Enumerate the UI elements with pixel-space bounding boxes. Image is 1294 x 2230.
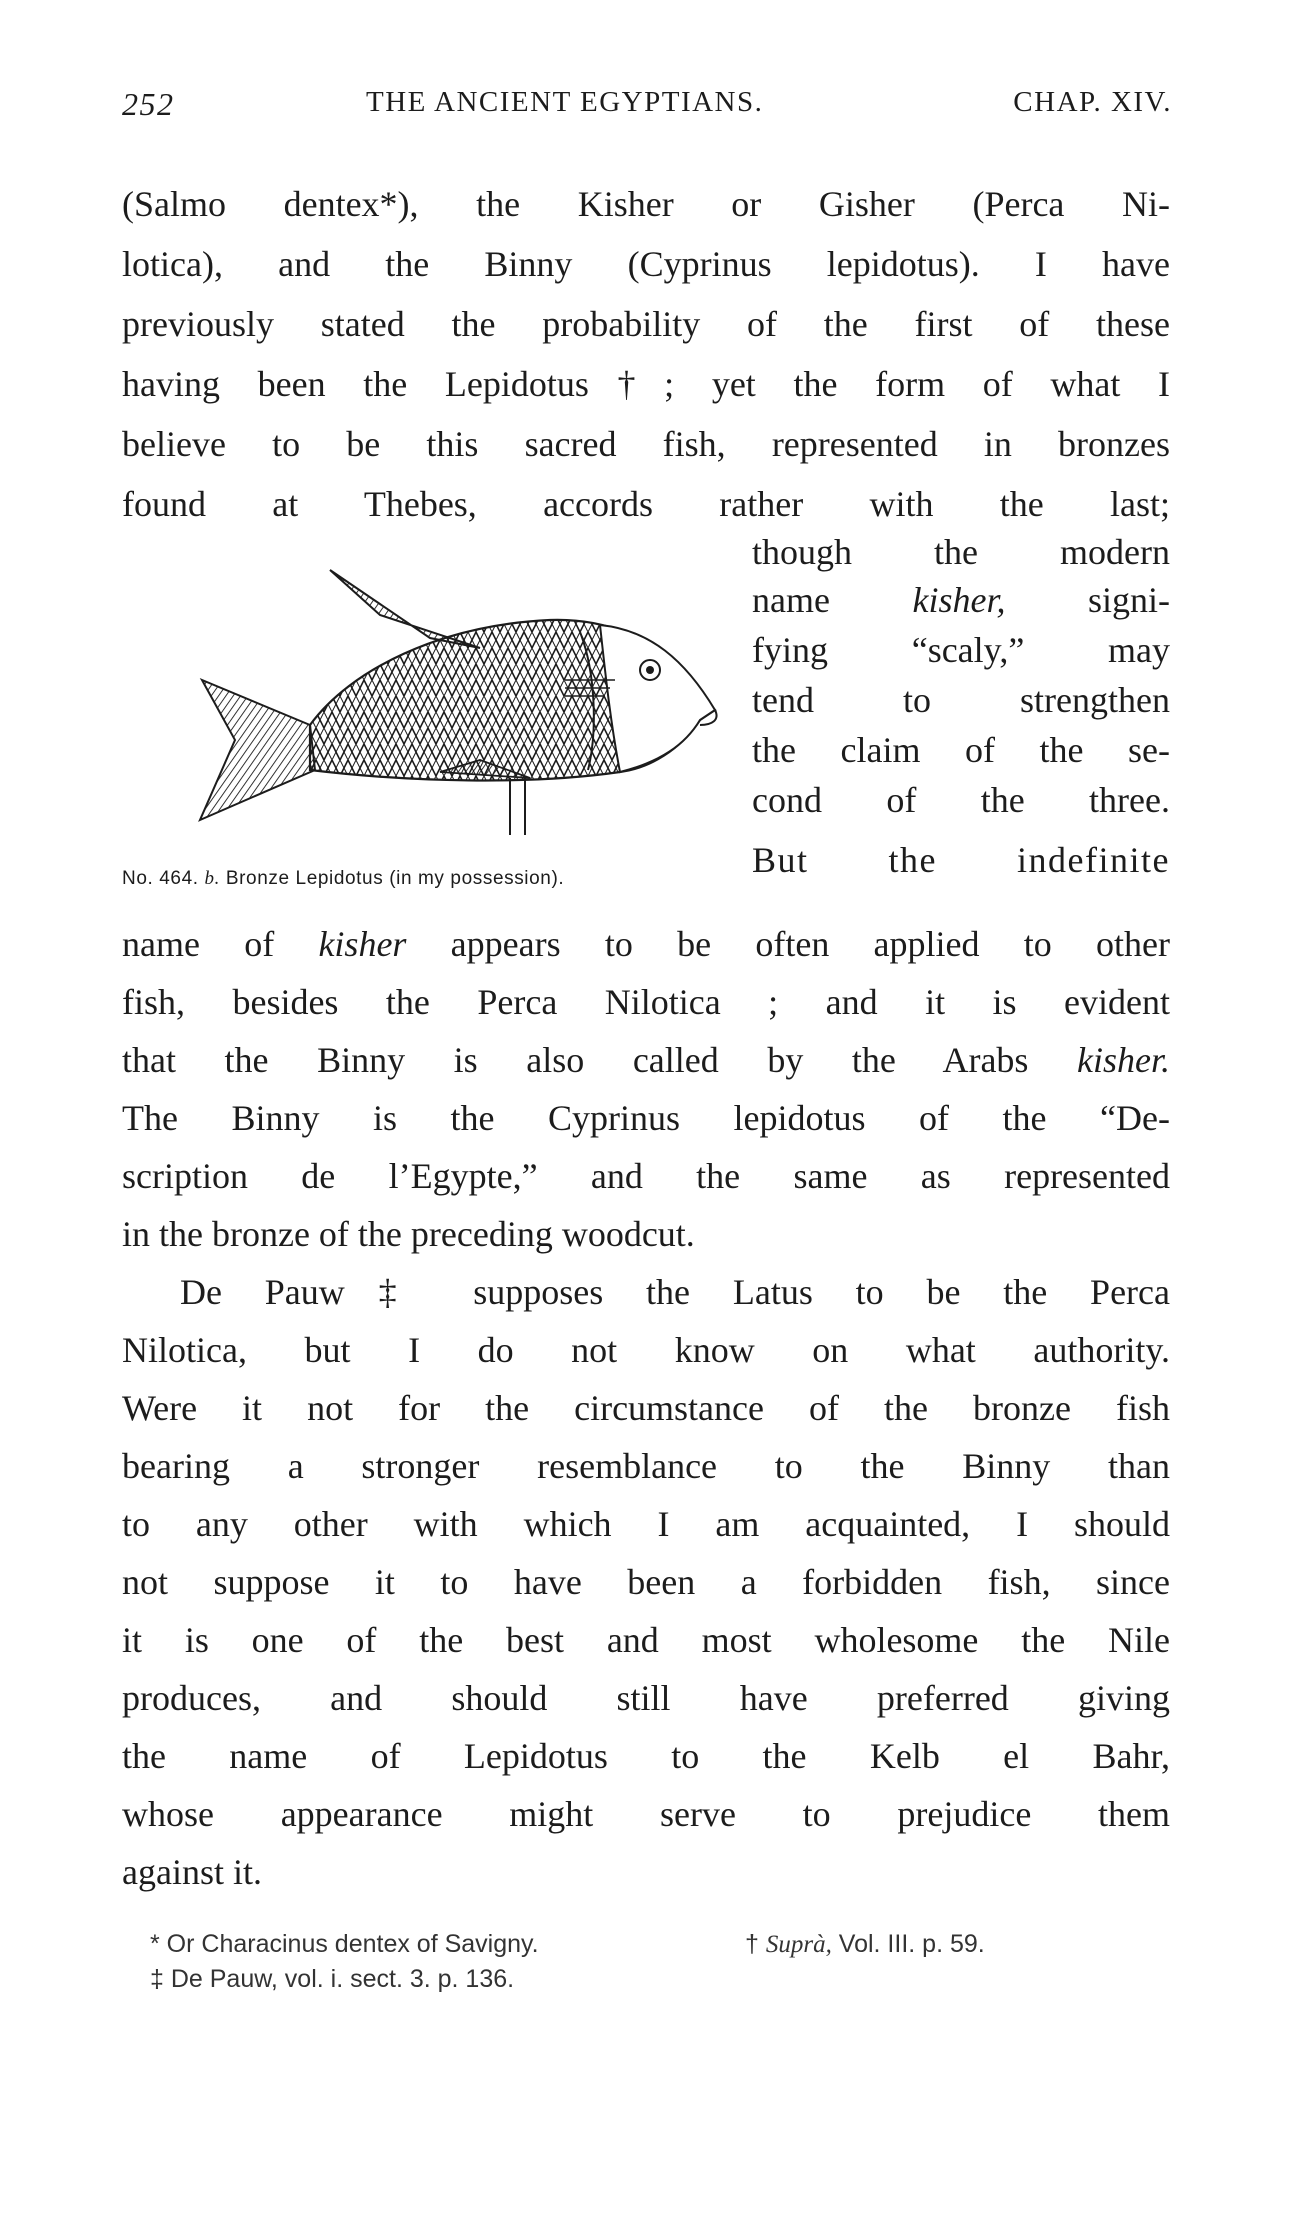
- text-line: it is one of the best and most wholesome the Nile: [122, 1620, 1170, 1660]
- text-line: found at Thebes, accords rather with the last;: [122, 484, 1170, 524]
- text-line: previously stated the probability of the first of these: [122, 304, 1170, 344]
- text-line: to any other with which I am acquainted, I should: [122, 1504, 1170, 1544]
- text-line: name of kisher appears to be often applied to other: [122, 924, 1170, 964]
- text-line: The Binny is the Cyprinus lepidotus of the “De-: [122, 1098, 1170, 1138]
- text-line: produces, and should still have preferred giving: [122, 1678, 1170, 1718]
- text-line: tend to strengthen: [752, 680, 1170, 720]
- bronze-fish-figure: [180, 520, 740, 850]
- text-line: lotica), and the Binny (Cyprinus lepidotus). I have: [122, 244, 1170, 284]
- text-line: De Pauw‡ supposes the Latus to be the Perca: [180, 1272, 1170, 1312]
- text-line: But the indefinite: [752, 840, 1170, 880]
- text-line: fying “scaly,” may: [752, 630, 1170, 670]
- text-line: fish, besides the Perca Nilotica ; and it is evident: [122, 982, 1170, 1022]
- text-line: cond of the three.: [752, 780, 1170, 820]
- text-line: believe to be this sacred fish, represented in bronzes: [122, 424, 1170, 464]
- text-line: that the Binny is also called by the Arabs kisher.: [122, 1040, 1170, 1080]
- page-number: 252: [122, 86, 175, 122]
- text-line: the claim of the se-: [752, 730, 1170, 770]
- chapter-label: CHAP. XIV.: [1013, 86, 1172, 118]
- text-line: whose appearance might serve to prejudice them: [122, 1794, 1170, 1834]
- text-line: the name of Lepidotus to the Kelb el Bahr,: [122, 1736, 1170, 1776]
- text-line: in the bronze of the preceding woodcut.: [122, 1214, 695, 1254]
- text-line: having been the Lepidotus†; yet the form of what I: [122, 364, 1170, 404]
- footnote: ‡ De Pauw, vol. i. sect. 3. p. 136.: [150, 1965, 515, 1993]
- text-line: not suppose it to have been a forbidden fish, since: [122, 1562, 1170, 1602]
- text-line: bearing a stronger resemblance to the Binny than: [122, 1446, 1170, 1486]
- footnote: † Suprà, Vol. III. p. 59.: [745, 1930, 985, 1958]
- text-line: though the modern: [752, 532, 1170, 572]
- text-line: name kisher, signi-: [752, 580, 1170, 620]
- footnote: * Or Characinus dentex of Savigny.: [150, 1930, 539, 1958]
- text-line: (Salmo dentex*), the Kisher or Gisher (Perca Ni-: [122, 184, 1170, 224]
- text-line: Were it not for the circumstance of the bronze fish: [122, 1388, 1170, 1428]
- running-header: [122, 86, 1172, 130]
- running-title: THE ANCIENT EGYPTIANS.: [366, 86, 764, 118]
- text-line: Nilotica, but I do not know on what authority.: [122, 1330, 1170, 1370]
- text-line: scription de l’Egypte,” and the same as represented: [122, 1156, 1170, 1196]
- figure-caption: No. 464. b. Bronze Lepidotus (in my possession).: [122, 868, 565, 889]
- text-line: against it.: [122, 1852, 262, 1892]
